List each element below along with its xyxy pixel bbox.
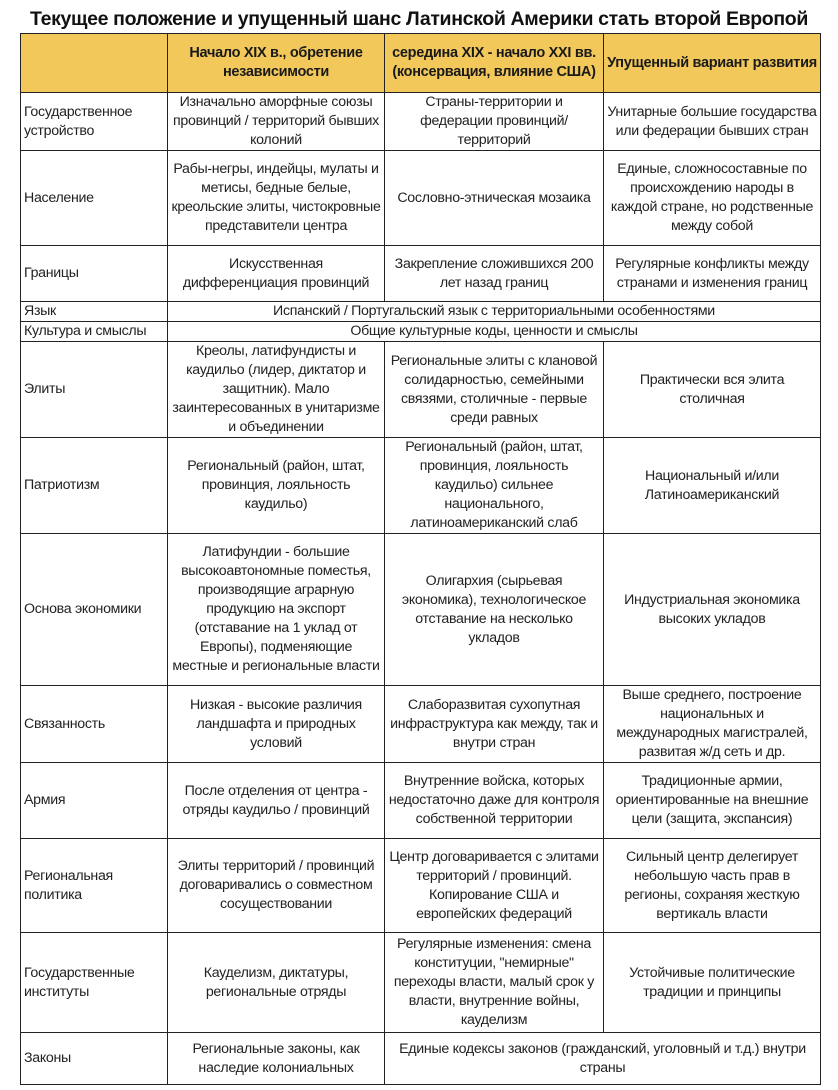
- table-cell: Рабы-негры, индейцы, мулаты и метисы, бедные белые, креольские элиты, чистокровные представители центра: [168, 151, 385, 246]
- table-cell: Традиционные армии, ориентированные на внешние цели (защита, экспансия): [604, 763, 821, 839]
- table-cell: Низкая - высокие различия ландшафта и природных условий: [168, 686, 385, 763]
- table-cell: Закрепление сложившихся 200 лет назад границ: [385, 246, 604, 302]
- table-row: [21, 246, 821, 302]
- table-cell: Региональный (район, штат, провинция, лояльность каудильо) сильнее национального, латиноамериканский слаб: [385, 438, 604, 534]
- row-label: Население: [21, 151, 168, 246]
- table-cell: Национальный и/или Латиноамериканский: [604, 438, 821, 534]
- table-cell: Выше среднего, построение национальных и международных магистралей, развитая ж/д сеть и др.: [604, 686, 821, 763]
- table-row: [21, 342, 821, 438]
- table-cell: Внутренние войска, которых недостаточно даже для контроля собственной территории: [385, 763, 604, 839]
- merged-cell: Единые кодексы законов (гражданский, уголовный и т.д.) внутри страны: [385, 1033, 821, 1085]
- header-cell-missed-option: Упущенный вариант развития: [604, 34, 821, 93]
- table-row: [21, 151, 821, 246]
- row-label: Государственное устройство: [21, 93, 168, 151]
- table-cell: Индустриальная экономика высоких укладов: [604, 534, 821, 686]
- row-label: Границы: [21, 246, 168, 302]
- row-label: Элиты: [21, 342, 168, 438]
- table-cell: Регулярные конфликты между странами и изменения границ: [604, 246, 821, 302]
- comparison-table: [20, 33, 821, 1085]
- page-title: Текущее положение и упущенный шанс Латинской Америки стать второй Европой: [29, 8, 809, 30]
- table-cell: Единые, сложносоставные по происхождению народы в каждой стране, но родственные между собой: [604, 151, 821, 246]
- table-cell: Кауделизм, диктатуры, региональные отряды: [168, 933, 385, 1033]
- merged-cell: Общие культурные коды, ценности и смыслы: [168, 322, 821, 342]
- header-cell-early-19th: Начало XIX в., обретение независимости: [168, 34, 385, 93]
- table-cell: Сословно-этническая мозаика: [385, 151, 604, 246]
- row-label: Государственные институты: [21, 933, 168, 1033]
- header-cell-empty: [21, 34, 168, 93]
- table-cell: Региональный (район, штат, провинция, лояльность каудильо): [168, 438, 385, 534]
- table-cell: Элиты территорий / провинций договаривались о совместном сосуществовании: [168, 839, 385, 933]
- row-label: Связанность: [21, 686, 168, 763]
- table-cell: Страны-территории и федерации провинций/ территорий: [385, 93, 604, 151]
- row-label: Основа экономики: [21, 534, 168, 686]
- row-label: Армия: [21, 763, 168, 839]
- table-row: [21, 686, 821, 763]
- row-label: Законы: [21, 1033, 168, 1085]
- table-cell: Креолы, латифундисты и каудильо (лидер, диктатор и защитник). Мало заинтересованных в унитаризме и объединении: [168, 342, 385, 438]
- table-cell: Устойчивые политические традиции и принципы: [604, 933, 821, 1033]
- table-cell: Сильный центр делегирует небольшую часть прав в регионы, сохраняя жесткую вертикаль власти: [604, 839, 821, 933]
- table-row: [21, 93, 821, 151]
- table-cell: Олигархия (сырьевая экономика), технологическое отставание на несколько укладов: [385, 534, 604, 686]
- table-header-row: [21, 34, 821, 93]
- table-row: [21, 302, 821, 322]
- table-cell: Практически вся элита столичная: [604, 342, 821, 438]
- table-row: [21, 534, 821, 686]
- table-row: [21, 763, 821, 839]
- table-row: [21, 933, 821, 1033]
- table-row: [21, 438, 821, 534]
- row-label: Региональная политика: [21, 839, 168, 933]
- table-cell: Центр договаривается с элитами территорий / провинций. Копирование США и европейских федераций: [385, 839, 604, 933]
- merged-cell: Испанский / Португальский язык с территориальными особенностями: [168, 302, 821, 322]
- table-cell: Унитарные большие государства или федерации бывших стран: [604, 93, 821, 151]
- table-cell: Региональные законы, как наследие колониальных: [168, 1033, 385, 1085]
- table-cell: После отделения от центра - отряды каудильо / провинций: [168, 763, 385, 839]
- table-row: [21, 839, 821, 933]
- row-label: Культура и смыслы: [21, 322, 168, 342]
- table-row: [21, 322, 821, 342]
- table-cell: Латифундии - большие высокоавтономные поместья, производящие аграрную продукцию на экспорт (отставание на 1 уклад от Европы), подменяющие местные и региональные власти: [168, 534, 385, 686]
- table-cell: Искусственная дифференциация провинций: [168, 246, 385, 302]
- row-label: Язык: [21, 302, 168, 322]
- table-cell: Регулярные изменения: смена конституции, "немирные" переходы власти, малый срок у власти, внутренние войны, кауделизм: [385, 933, 604, 1033]
- table-row: [21, 1033, 821, 1085]
- header-cell-mid-19th-21st: середина XIX - начало XXI вв. (консервация, влияние США): [385, 34, 604, 93]
- row-label: Патриотизм: [21, 438, 168, 534]
- table-cell: Слаборазвитая сухопутная инфраструктура как между, так и внутри стран: [385, 686, 604, 763]
- table-cell: Изначально аморфные союзы провинций / территорий бывших колоний: [168, 93, 385, 151]
- table-cell: Региональные элиты с клановой солидарностью, семейными связями, столичные - первые среди равных: [385, 342, 604, 438]
